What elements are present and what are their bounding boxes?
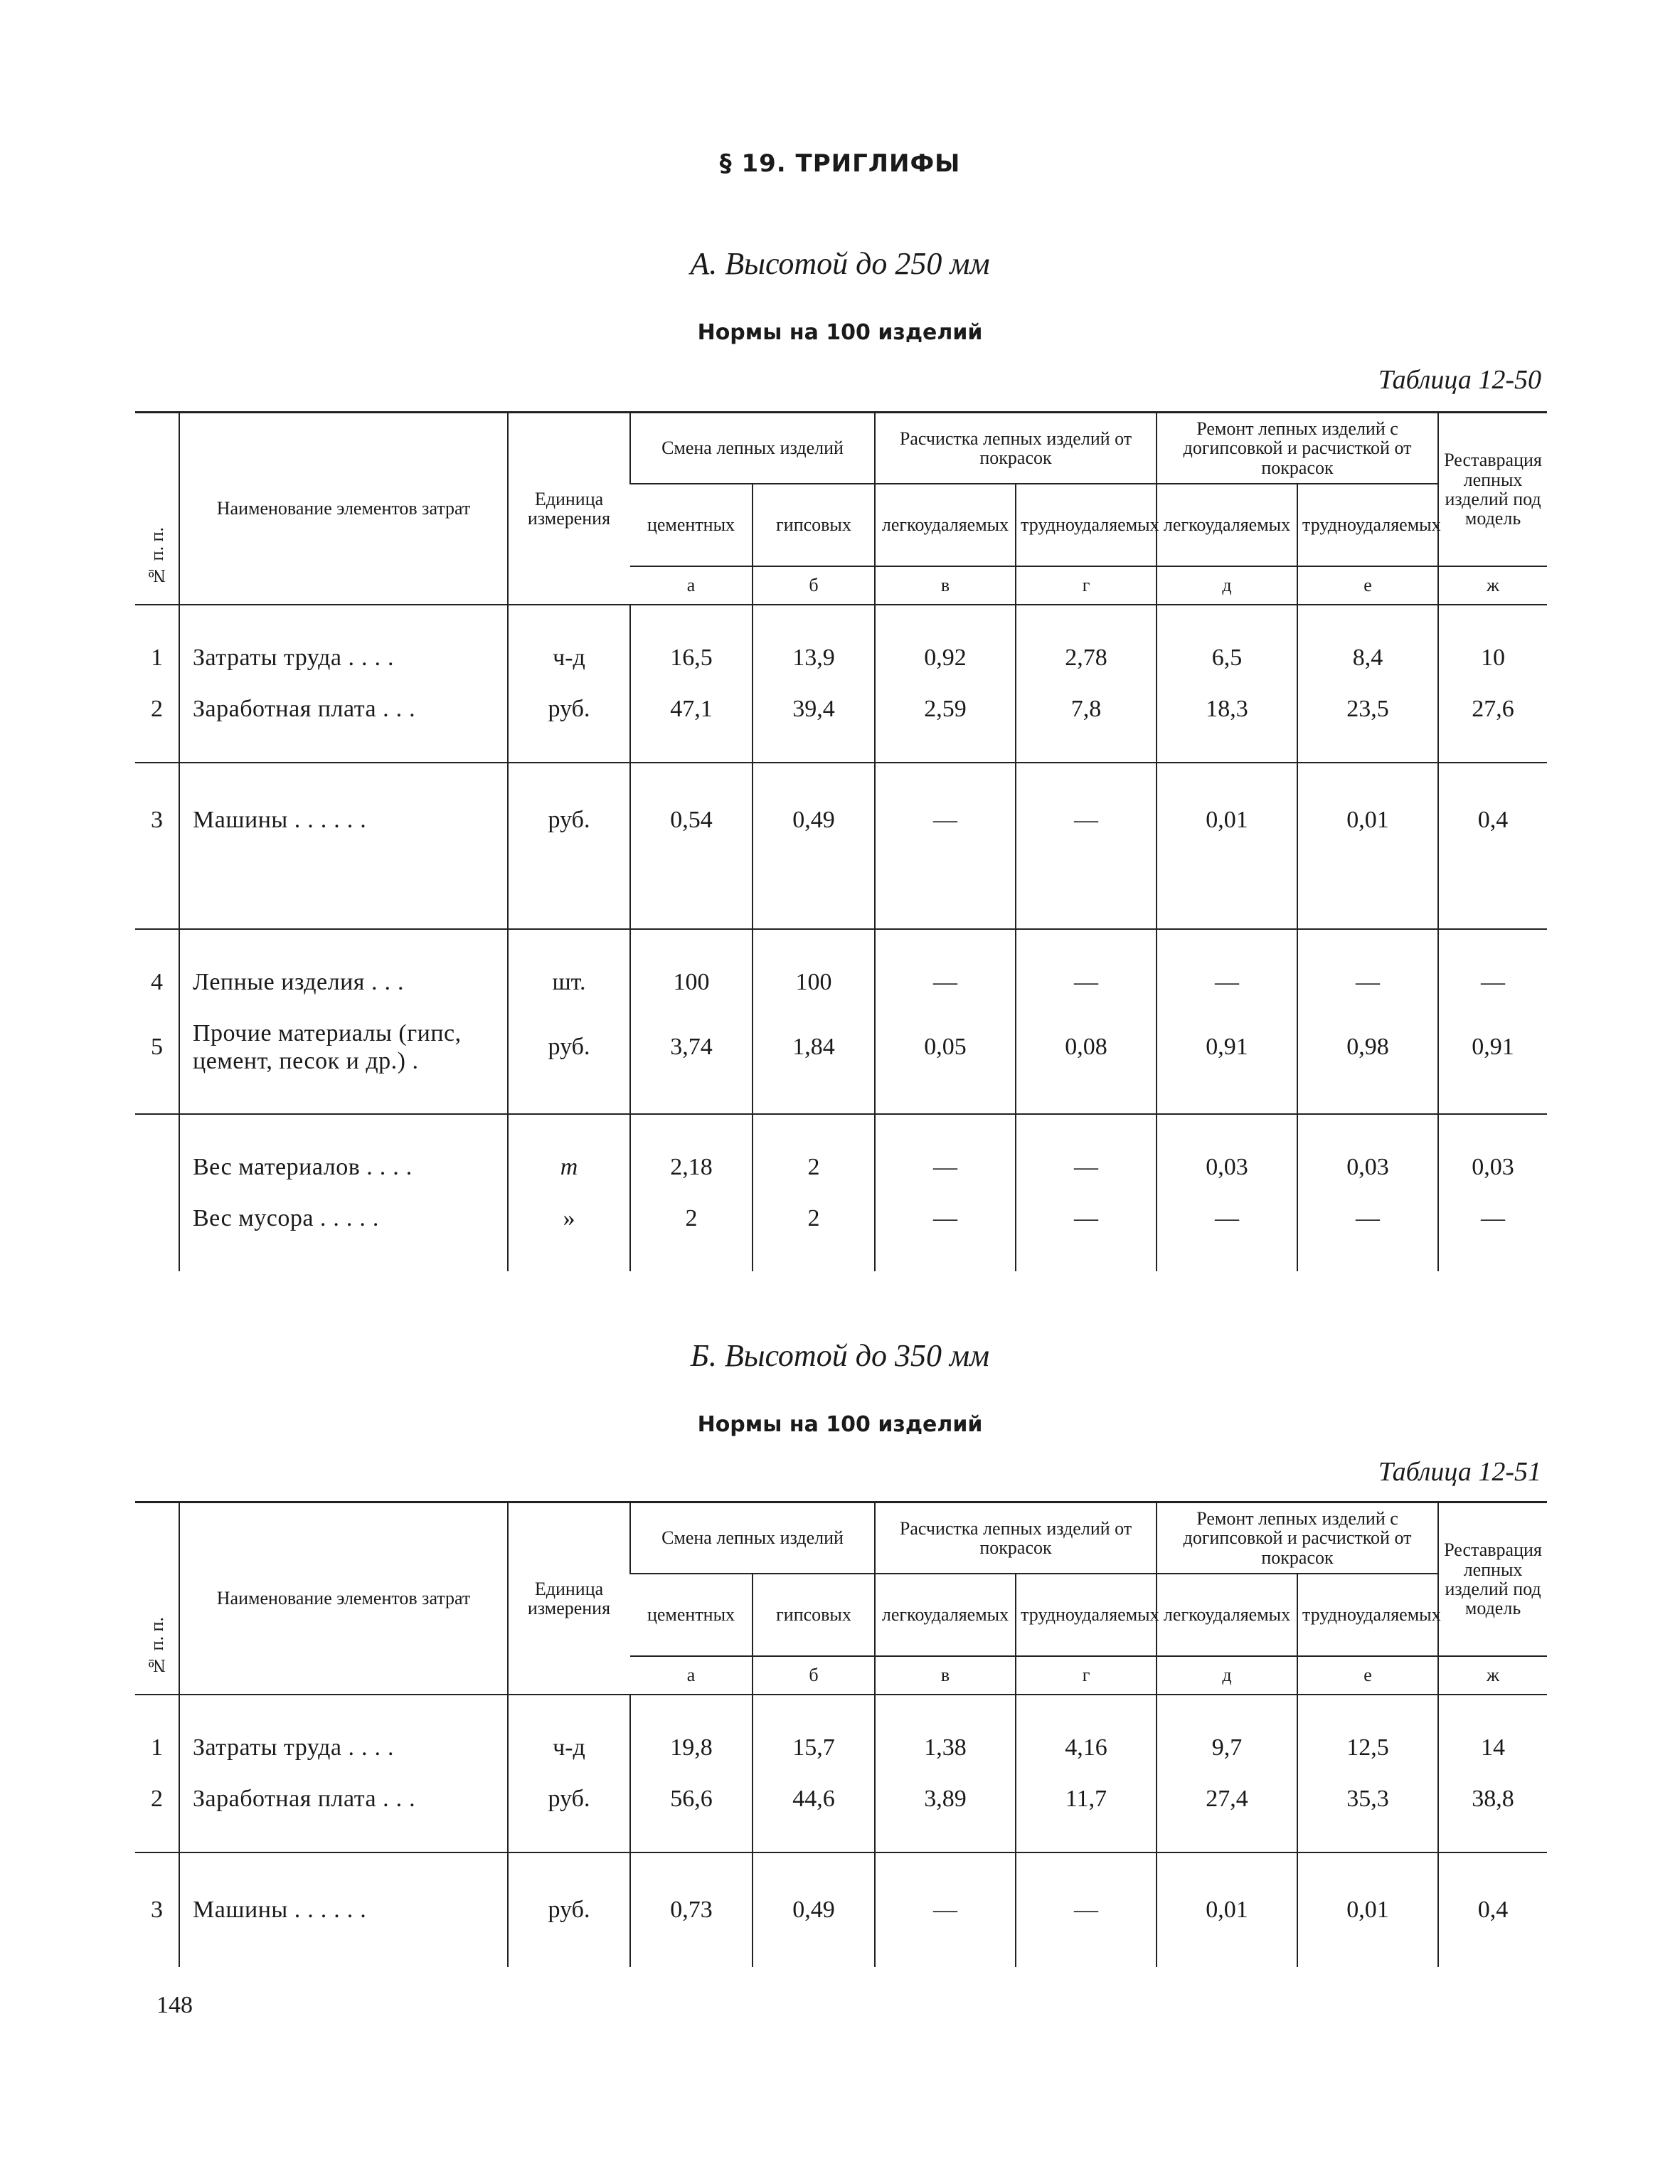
cell: —	[1016, 1142, 1157, 1193]
row-name: Затраты труда ....	[179, 632, 508, 684]
cell: 0,92	[875, 632, 1016, 684]
table-row	[135, 1008, 1547, 1086]
header-letter: а	[630, 566, 753, 605]
cell: 0,03	[1157, 1142, 1297, 1193]
row-unit: руб.	[508, 1774, 630, 1825]
table-a-label: Таблица 12-50	[1378, 365, 1541, 395]
header-group-restore: Реставрация лепных изделий под модель	[1438, 413, 1547, 567]
cell: 0,4	[1438, 763, 1547, 877]
row-name: Машины ......	[179, 763, 508, 877]
cell: 0,4	[1438, 1852, 1547, 1967]
cell: —	[1157, 1193, 1297, 1244]
header-sub-hard: трудноудаляемых	[1016, 1574, 1157, 1656]
header-sub-hard: трудноудаляемых	[1297, 1574, 1438, 1656]
table-a-norms: Нормы на 100 изделий	[697, 320, 983, 345]
cell: —	[875, 1142, 1016, 1193]
header-letter: е	[1297, 1656, 1438, 1695]
header-sub-hard: трудноудаляемых	[1016, 484, 1157, 566]
cell: 38,8	[1438, 1774, 1547, 1825]
cell: 15,7	[753, 1722, 875, 1774]
table-row	[135, 1852, 1547, 1967]
table-a-subtitle: А. Высотой до 250 мм	[690, 246, 990, 281]
cell: 13,9	[753, 632, 875, 684]
cell: 19,8	[630, 1722, 753, 1774]
table-row	[135, 1193, 1547, 1244]
row-number: 3	[151, 807, 163, 833]
header-name: Наименование элементов затрат	[179, 413, 508, 605]
cell: 0,01	[1157, 1852, 1297, 1967]
header-letter: е	[1297, 566, 1438, 605]
header-letter: ж	[1438, 1656, 1547, 1695]
cell: 1,38	[875, 1722, 1016, 1774]
cell: —	[1016, 957, 1157, 1008]
cell: 27,6	[1438, 684, 1547, 735]
cell: 14	[1438, 1722, 1547, 1774]
header-sub-easy: легкоудаляемых	[875, 484, 1016, 566]
cell: 10	[1438, 632, 1547, 684]
table-row	[135, 763, 1547, 877]
section-title: § 19. ТРИГЛИФЫ	[719, 149, 961, 178]
row-name: Заработная плата ...	[179, 1774, 508, 1825]
row-name: Вес мусора .....	[179, 1193, 508, 1244]
table-b-label: Таблица 12-51	[1378, 1457, 1541, 1487]
table-b-norms: Нормы на 100 изделий	[697, 1412, 983, 1437]
header-group-repair: Ремонт лепных изделий с догипсовкой и расчисткой от покрасок	[1157, 413, 1438, 484]
cell: 0,49	[753, 763, 875, 877]
header-letter: в	[875, 566, 1016, 605]
cell: 2	[630, 1193, 753, 1244]
row-number	[135, 1142, 179, 1193]
cell: 0,05	[875, 1008, 1016, 1086]
header-letter: ж	[1438, 566, 1547, 605]
cell: 0,98	[1297, 1008, 1438, 1086]
header-unit: Единица измерения	[508, 413, 630, 605]
cell: 0,91	[1157, 1008, 1297, 1086]
cell: 23,5	[1297, 684, 1438, 735]
cell: 35,3	[1297, 1774, 1438, 1825]
header-letter: д	[1157, 1656, 1297, 1695]
cell: —	[1016, 763, 1157, 877]
header-letter: б	[753, 1656, 875, 1695]
table-row	[135, 957, 1547, 1008]
cell: 0,01	[1297, 763, 1438, 877]
table-row	[135, 632, 1547, 684]
header-group-replace: Смена лепных изделий	[630, 1502, 875, 1574]
header-letter: г	[1016, 566, 1157, 605]
row-number: 3	[151, 1897, 163, 1923]
row-unit: »	[508, 1193, 630, 1244]
row-number: 2	[151, 1786, 163, 1812]
cell: 0,01	[1157, 763, 1297, 877]
cell: 2,18	[630, 1142, 753, 1193]
header-group-clean: Расчистка лепных изделий от покрасок	[875, 1502, 1157, 1574]
cell: —	[1016, 1852, 1157, 1967]
header-sub-easy: легкоудаляемых	[1157, 484, 1297, 566]
row-number: 5	[151, 1034, 163, 1060]
cell: 11,7	[1016, 1774, 1157, 1825]
cell: 27,4	[1157, 1774, 1297, 1825]
header-sub-gypsum: гипсовых	[753, 484, 875, 566]
cell: 0,01	[1297, 1852, 1438, 1967]
header-group-restore: Реставрация лепных изделий под модель	[1438, 1502, 1547, 1657]
cell: 100	[753, 957, 875, 1008]
cell: —	[875, 1852, 1016, 1967]
cell: 44,6	[753, 1774, 875, 1825]
cell: 0,08	[1016, 1008, 1157, 1086]
cell: —	[1016, 1193, 1157, 1244]
row-number: 1	[151, 1734, 163, 1761]
cell: 0,91	[1438, 1008, 1547, 1086]
row-number	[135, 1193, 179, 1244]
cell: —	[1297, 957, 1438, 1008]
row-unit: руб.	[508, 763, 630, 877]
cell: 56,6	[630, 1774, 753, 1825]
cell: 0,54	[630, 763, 753, 877]
cell: 6,5	[1157, 632, 1297, 684]
cell: 12,5	[1297, 1722, 1438, 1774]
row-number: 1	[151, 645, 163, 671]
page-number: 148	[156, 1992, 193, 2018]
cell: 3,74	[630, 1008, 753, 1086]
cell: 3,89	[875, 1774, 1016, 1825]
cell: 2	[753, 1193, 875, 1244]
cell: 100	[630, 957, 753, 1008]
table-a	[135, 411, 1547, 1271]
cell: —	[875, 957, 1016, 1008]
row-unit: руб.	[508, 1852, 630, 1967]
cell: 1,84	[753, 1008, 875, 1086]
header-num: № п. п.	[135, 413, 179, 605]
cell: 0,03	[1438, 1142, 1547, 1193]
cell: 18,3	[1157, 684, 1297, 735]
row-unit: т	[508, 1142, 630, 1193]
header-sub-hard: трудноудаляемых	[1297, 484, 1438, 566]
header-group-clean: Расчистка лепных изделий от покрасок	[875, 413, 1157, 484]
cell: 39,4	[753, 684, 875, 735]
header-letter: а	[630, 1656, 753, 1695]
cell: 2,59	[875, 684, 1016, 735]
row-unit: ч-д	[508, 632, 630, 684]
row-unit: руб.	[508, 1008, 630, 1086]
row-name: Лепные изделия ...	[179, 957, 508, 1008]
row-name: Вес материалов ....	[179, 1142, 508, 1193]
header-letter: г	[1016, 1656, 1157, 1695]
table-row	[135, 684, 1547, 735]
cell: 7,8	[1016, 684, 1157, 735]
cell: 4,16	[1016, 1722, 1157, 1774]
row-name: Машины ......	[179, 1852, 508, 1967]
cell: —	[875, 763, 1016, 877]
header-num: № п. п.	[135, 1502, 179, 1695]
row-name: Затраты труда ....	[179, 1722, 508, 1774]
table-b	[135, 1501, 1547, 1967]
cell: 0,49	[753, 1852, 875, 1967]
cell: —	[1297, 1193, 1438, 1244]
row-number: 4	[151, 969, 163, 995]
header-sub-easy: легкоудаляемых	[875, 1574, 1016, 1656]
row-name: Заработная плата ...	[179, 684, 508, 735]
header-letter: б	[753, 566, 875, 605]
cell: —	[1438, 1193, 1547, 1244]
row-number: 2	[151, 696, 163, 722]
header-letter: в	[875, 1656, 1016, 1695]
header-name: Наименование элементов затрат	[179, 1502, 508, 1695]
row-name: Прочие материалы (гипс, цемент, песок и др.) .	[179, 1008, 508, 1086]
row-unit: ч-д	[508, 1722, 630, 1774]
cell: 9,7	[1157, 1722, 1297, 1774]
cell: 2,78	[1016, 632, 1157, 684]
header-group-replace: Смена лепных изделий	[630, 413, 875, 484]
header-sub-cement: цементных	[630, 1574, 753, 1656]
header-letter: д	[1157, 566, 1297, 605]
header-unit: Единица измерения	[508, 1502, 630, 1695]
cell: 2	[753, 1142, 875, 1193]
cell: 0,03	[1297, 1142, 1438, 1193]
table-row	[135, 1722, 1547, 1774]
row-unit: шт.	[508, 957, 630, 1008]
row-unit: руб.	[508, 684, 630, 735]
header-sub-easy: легкоудаляемых	[1157, 1574, 1297, 1656]
header-sub-cement: цементных	[630, 484, 753, 566]
cell: 0,73	[630, 1852, 753, 1967]
cell: 8,4	[1297, 632, 1438, 684]
cell: 16,5	[630, 632, 753, 684]
header-sub-gypsum: гипсовых	[753, 1574, 875, 1656]
cell: —	[1438, 957, 1547, 1008]
cell: —	[1157, 957, 1297, 1008]
header-group-repair: Ремонт лепных изделий с догипсовкой и расчисткой от покрасок	[1157, 1502, 1438, 1574]
table-b-subtitle: Б. Высотой до 350 мм	[690, 1338, 990, 1373]
table-row	[135, 1774, 1547, 1825]
cell: 47,1	[630, 684, 753, 735]
table-row	[135, 1142, 1547, 1193]
cell: —	[875, 1193, 1016, 1244]
